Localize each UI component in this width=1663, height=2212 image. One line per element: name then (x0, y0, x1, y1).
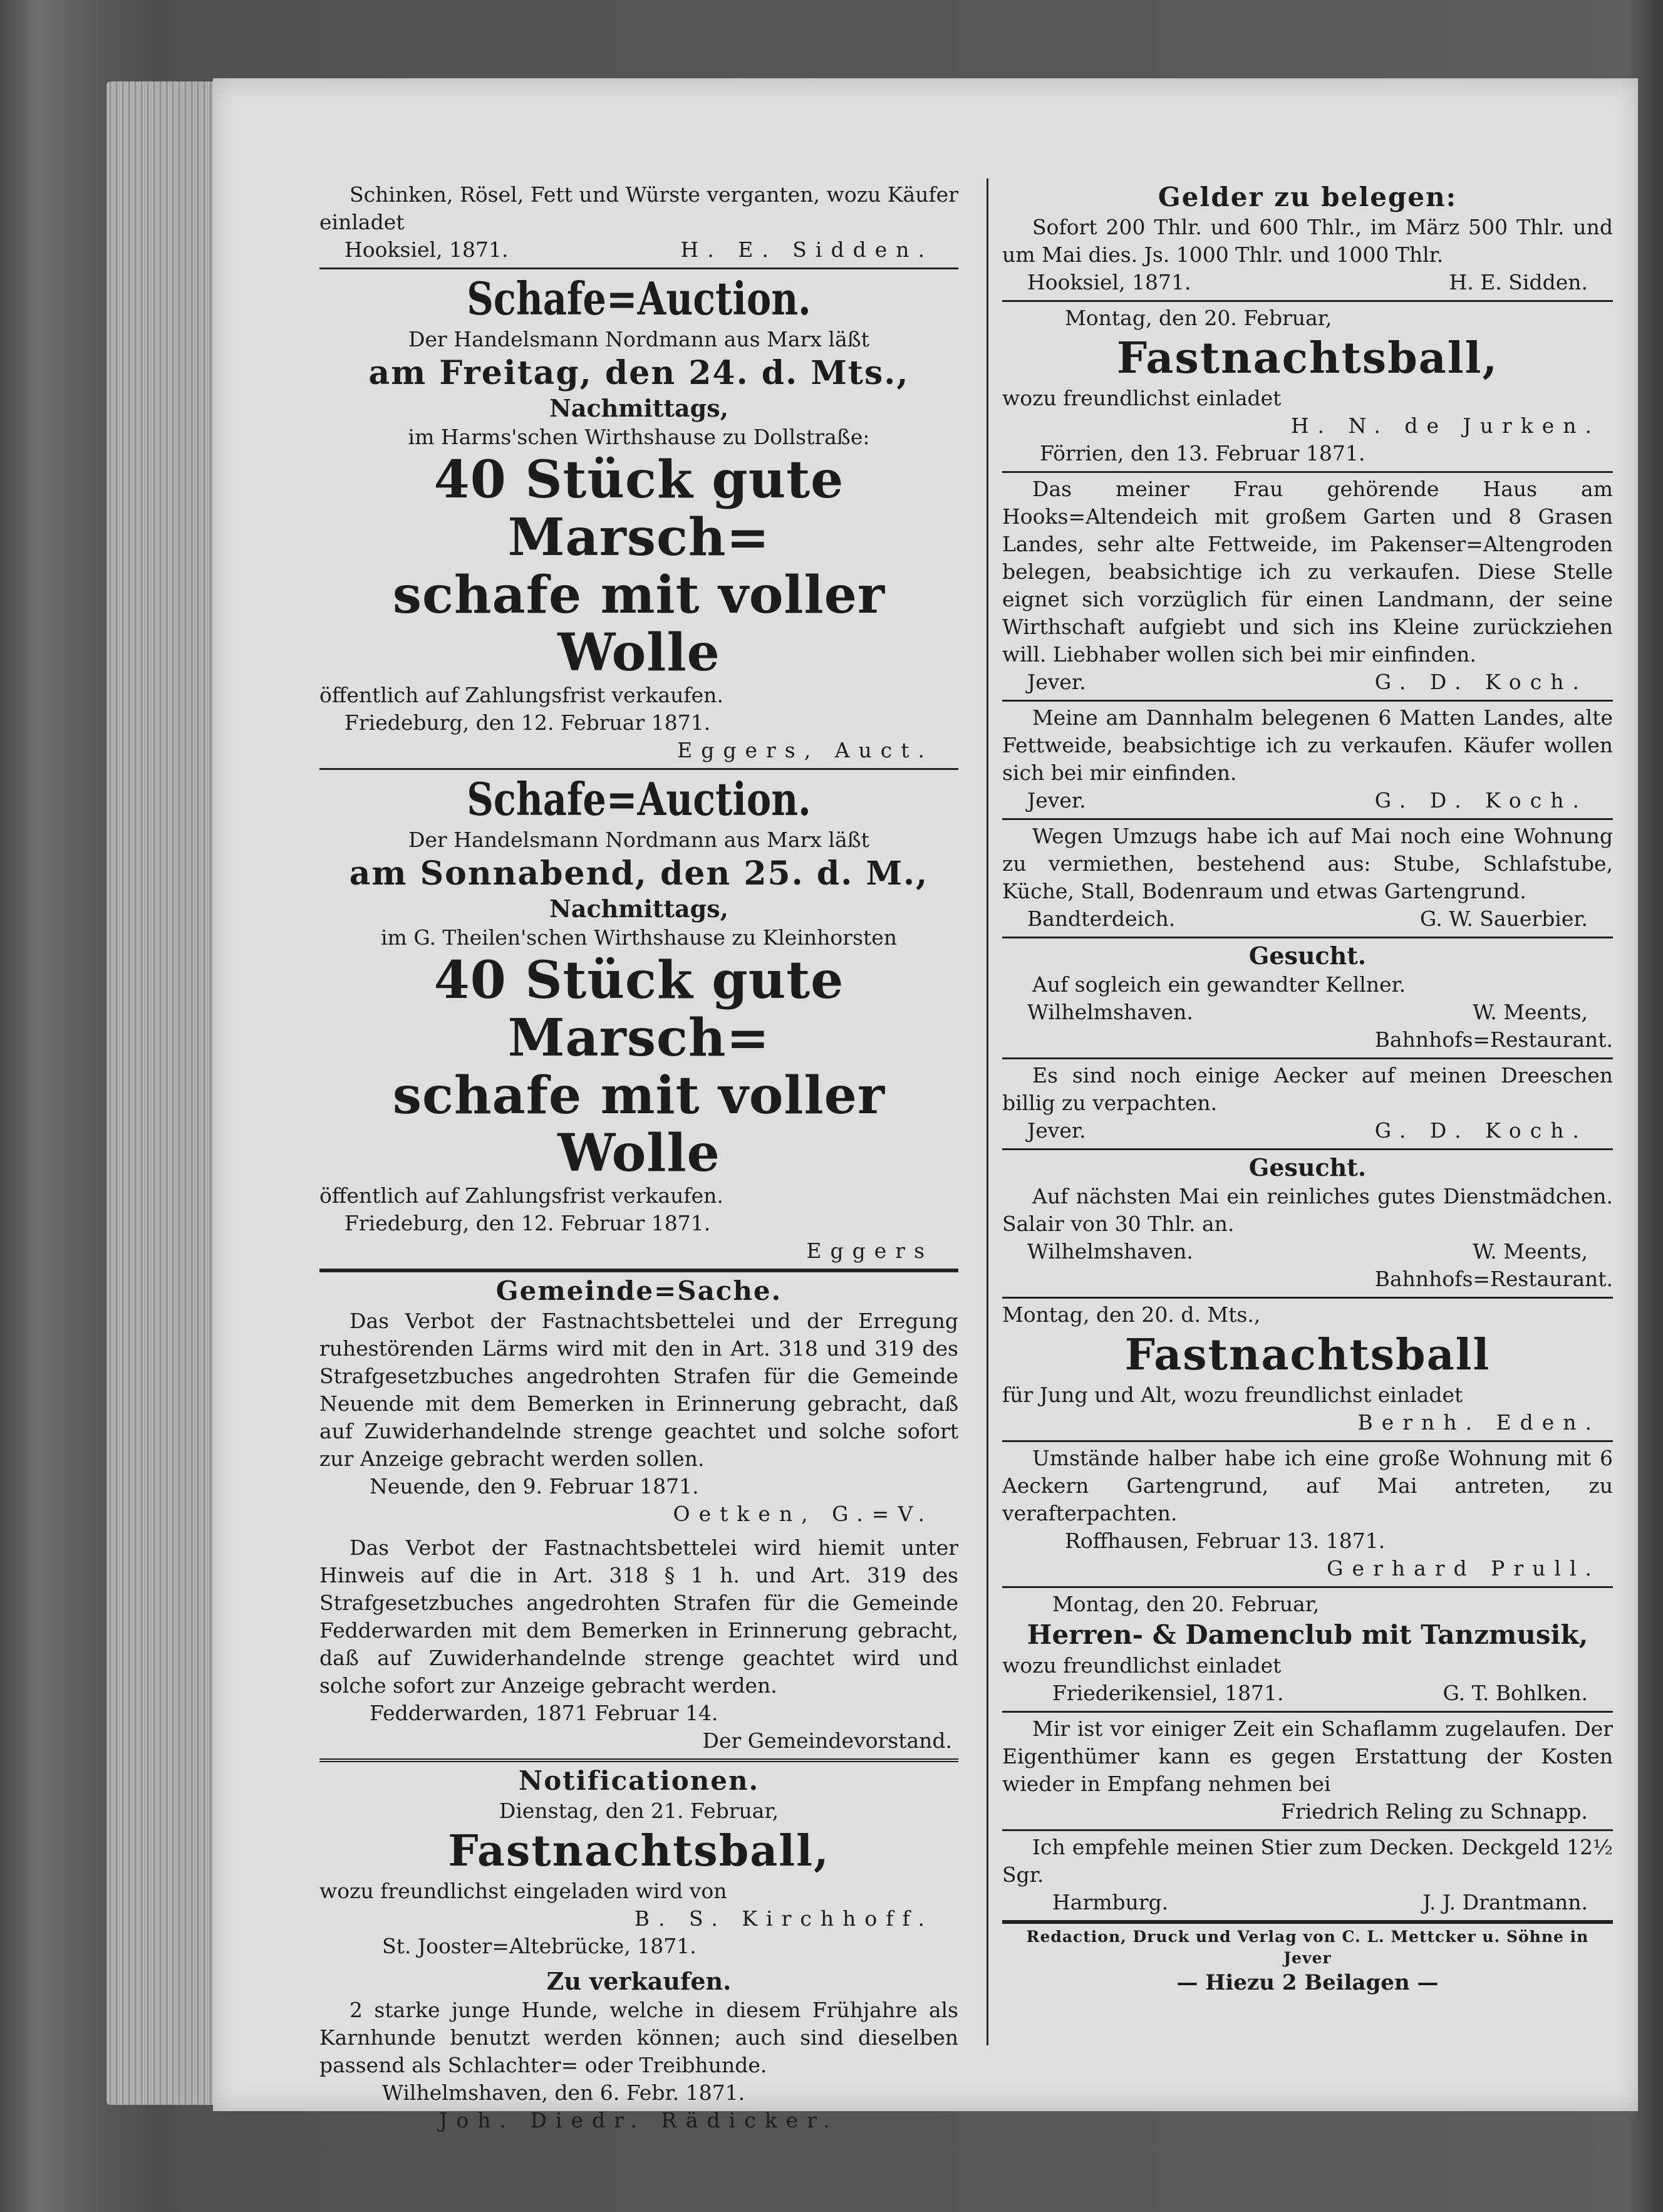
ad-schaflamm (1002, 1713, 1613, 1831)
verkaufen-text: 2 starke junge Hunde, welche in diesem Frühjahre als Karnhunde benutzt werden können; auch sind dieselben passend als Schlachter= oder Treibhunde. (319, 1998, 958, 2077)
ad-fastnachtsball-2 (1002, 1299, 1613, 1442)
aecker-place: Jever. (1027, 1118, 1086, 1143)
aecker-signature: G. D. Koch. (1374, 1118, 1588, 1143)
auction-title: Schafe=Auction. (467, 772, 811, 826)
gemeinde-text: Das Verbot der Fastnachtsbettelei und der Erregung ruhestörenden Lärms wird mit den in Art. 318 und 319 des Strafgesetzbuches angedrohten Strafen für die Gemeinde Neuende mit dem Bemerken in Erinnerung gebracht, daß auf Zuwiderhandelnde strenge geachtet und solche sofort zur Anzeige gebracht werden sollen. (319, 1309, 958, 1471)
matten-place: Jever. (1027, 788, 1086, 813)
gesucht-text: Auf nächsten Mai ein reinliches gutes Dienstmädchen. Salair von 30 Thlr. an. (1002, 1184, 1613, 1236)
gemeinde-title: Gemeinde=Sache. (495, 1275, 782, 1306)
auction-terms: öffentlich auf Zahlungsfrist verkaufen. (319, 683, 723, 707)
haus-sig-row (1002, 668, 1613, 696)
stier-signature: J. J. Drantmann. (1422, 1890, 1588, 1914)
ad-fastnachtsball-1 (1002, 302, 1613, 473)
notif-date: Dienstag, den 21. Februar, (499, 1799, 779, 1823)
ad-fedderwarden (319, 1532, 958, 1762)
notif-ball-title: Fastnachtsball, (448, 1826, 830, 1876)
club-place: Friederikensiel, 1871. (1052, 1681, 1284, 1705)
auction-signature: Eggers, Auct. (677, 738, 933, 762)
gelder-title: Gelder zu belegen: (1158, 182, 1458, 212)
wohnung-sig-row (1002, 905, 1613, 933)
ad-club (1002, 1588, 1613, 1713)
wohnung-place: Bandterdeich. (1027, 906, 1176, 931)
grosse-place: Roffhausen, Februar 13. 1871. (1065, 1529, 1386, 1553)
verkaufen-place: Wilhelmshaven, den 6. Febr. 1871. (382, 2080, 745, 2105)
ad-text: Schinken, Rösel, Fett und Würste verganten, wozu Käufer einladet (319, 182, 958, 234)
gesucht-text: Auf sogleich ein gewandter Kellner. (1032, 972, 1406, 997)
ball-date: Montag, den 20. d. Mts., (1002, 1302, 1261, 1327)
gesucht-title: Gesucht. (1248, 942, 1367, 970)
gesucht-sig-row (1002, 1238, 1613, 1265)
auction-location: im Harms'schen Wirthshause zu Dollstraße: (408, 425, 870, 449)
auction-line-1: Der Handelsmann Nordmann aus Marx läßt (408, 828, 869, 852)
gesucht-signature-2: Bahnhofs=Restaurant. (1374, 1027, 1613, 1052)
auction-place: Friedeburg, den 12. Februar 1871. (345, 1211, 711, 1235)
ad-grosse-wohnung (1002, 1442, 1613, 1588)
verkaufen-title: Zu verkaufen. (546, 1967, 732, 1995)
auction-date: am Freitag, den 24. d. Mts., (368, 354, 909, 392)
ball-title: Fastnachtsball (1124, 1330, 1491, 1380)
auction-location: im G. Theilen'schen Wirthshause zu Kleinhorsten (380, 925, 897, 950)
ad-matten (1002, 702, 1613, 820)
ad-notificationen (319, 1762, 958, 1964)
gesucht-title: Gesucht. (1248, 1153, 1367, 1181)
matten-sig-row (1002, 787, 1613, 814)
gelder-sig-row (1002, 269, 1613, 296)
ball-invite: für Jung und Alt, wozu freundlichst einladet (1002, 1383, 1463, 1407)
club-invite: wozu freundlichst einladet (1002, 1653, 1282, 1678)
schaflamm-signature: Friedrich Reling zu Schnapp. (1281, 1799, 1588, 1824)
grosse-signature: Gerhard Prull. (1327, 1556, 1600, 1581)
auction-date: am Sonnabend, den 25. d. M., (349, 854, 929, 893)
gesucht-sig-row (1002, 999, 1613, 1026)
ball-signature: H. N. de Jurken. (1290, 413, 1600, 438)
gesucht-place: Wilhelmshaven. (1027, 1239, 1193, 1264)
stier-sig-row (1002, 1889, 1613, 1916)
matten-signature: G. D. Koch. (1374, 788, 1588, 813)
ad-wohnung (1002, 820, 1613, 938)
haus-text: Das meiner Frau gehörende Haus am Hooks=Altendeich mit großem Garten und 8 Grasen Landes, sehr alte Fettweide, im Pakenser=Altengroden belegen, beabsichtige ich zu verkaufen. Diese Stelle eignet sich vorzüglich für einen Landmann, der seine Wirthschaft aufgiebt und sich ins Kleine zurückziehen will. Liebhaber wollen sich bei mir einfinden. (1002, 477, 1613, 667)
ad-sidden (319, 179, 958, 269)
wohnung-text: Wegen Umzugs habe ich auf Mai noch eine Wohnung zu vermiethen, bestehend aus: Stube, Schlafstube, Küche, Stall, Bodenraum und etwas Gartengrund. (1002, 824, 1613, 903)
gelder-signature: H. E. Sidden. (1449, 270, 1588, 294)
ad-stier (1002, 1831, 1613, 1924)
page-edges (106, 81, 225, 2105)
grosse-text: Umstände halber habe ich eine große Wohnung mit 6 Aeckern Gartengrund, auf Mai antreten, zu verafterpachten. (1002, 1446, 1613, 1525)
auction-line-1: Der Handelsmann Nordmann aus Marx läßt (408, 327, 869, 351)
column-divider (987, 179, 988, 2045)
ad-verkaufen (319, 1964, 958, 2138)
verkaufen-signature: Joh. Diedr. Rädicker. (439, 2108, 839, 2132)
club-date: Montag, den 20. Februar, (1052, 1592, 1320, 1616)
notif-signature: B. S. Kirchhoff. (634, 1906, 933, 1931)
fedderwarden-place: Fedderwarden, 1871 Februar 14. (370, 1701, 718, 1725)
ball-date: Montag, den 20. Februar, (1065, 306, 1332, 330)
right-column (1002, 179, 1613, 2000)
auction-place: Friedeburg, den 12. Februar 1871. (345, 710, 711, 735)
ball-invite: wozu freundlichst einladet (1002, 386, 1282, 410)
haus-signature: G. D. Koch. (1374, 670, 1588, 694)
gesucht-signature-2: Bahnhofs=Restaurant. (1374, 1267, 1613, 1291)
auction-terms: öffentlich auf Zahlungsfrist verkaufen. (319, 1183, 723, 1208)
ad-auction-1 (319, 269, 958, 770)
notif-place: St. Jooster=Altebrücke, 1871. (382, 1934, 697, 1958)
auction-time: Nachmittags, (549, 394, 728, 422)
gemeinde-place: Neuende, den 9. Februar 1871. (370, 1474, 699, 1498)
club-title: Herren- & Damenclub mit Tanzmusik, (1027, 1619, 1588, 1650)
fedderwarden-signature: Der Gemeindevorstand. (702, 1728, 952, 1753)
ad-gesucht-2 (1002, 1150, 1613, 1299)
gelder-text: Sofort 200 Thlr. und 600 Thlr., im März 500 Thlr. und um Mai dies. Js. 1000 Thlr. und 1000 Thlr. (1002, 215, 1613, 267)
gelder-place: Hooksiel, 1871. (1027, 270, 1191, 294)
auction-headline-2: schafe mit voller Wolle (392, 1066, 886, 1183)
ad-gemeinde (319, 1272, 958, 1532)
gesucht-signature: W. Meents, (1473, 1239, 1588, 1264)
ball-place: Förrien, den 13. Februar 1871. (1040, 441, 1365, 465)
haus-place: Jever. (1027, 670, 1086, 694)
beilagen-note: — Hiezu 2 Beilagen — (1176, 1970, 1439, 1995)
auction-time: Nachmittags, (549, 895, 728, 923)
left-column (319, 179, 958, 2138)
club-sig-row (1002, 1680, 1613, 1707)
wohnung-signature: G. W. Sauerbier. (1420, 906, 1588, 931)
auction-signature: Eggers (806, 1238, 933, 1263)
auction-headline-2: schafe mit voller Wolle (392, 565, 886, 683)
notif-title: Notificationen. (518, 1765, 760, 1796)
club-signature: G. T. Bohlken. (1443, 1681, 1588, 1705)
matten-text: Meine am Dannhalm belegenen 6 Matten Landes, alte Fettweide, beabsichtige ich zu verkaufen. Käufer wollen sich bei mir einfinden. (1002, 705, 1613, 785)
auction-headline-1: 40 Stück gute Marsch= (433, 950, 844, 1068)
fedderwarden-text: Das Verbot der Fastnachtsbettelei wird hiemit unter Hinweis auf die in Art. 318 § 1 h. und Art. 319 des Strafgesetzbuches angedrohten Strafen für die Gemeinde Fedderwarden mit dem Bemerken in Erinnerung gebracht, daß auf Zuwiderhandelnde strenge geachtet wird und solche sofort zur Anzeige gebracht werden. (319, 1535, 958, 1698)
auction-headline-1: 40 Stück gute Marsch= (433, 450, 844, 568)
ad-gesucht-1 (1002, 938, 1613, 1059)
ball-title: Fastnachtsball, (1116, 333, 1499, 383)
gemeinde-signature: Oetken, G.=V. (673, 1502, 933, 1526)
auction-title: Schafe=Auction. (467, 272, 811, 325)
imprint-line: Redaction, Druck und Verlag von C. L. Mettcker u. Söhne in Jever (1026, 1928, 1589, 1967)
gesucht-place: Wilhelmshaven. (1027, 1000, 1193, 1024)
aecker-text: Es sind noch einige Aecker auf meinen Dreeschen billig zu verpachten. (1002, 1063, 1613, 1115)
aecker-sig-row (1002, 1117, 1613, 1145)
ball-signature: Bernh. Eden. (1357, 1410, 1600, 1435)
imprint (1002, 1924, 1613, 2000)
stier-place: Harmburg. (1052, 1890, 1169, 1914)
gesucht-signature: W. Meents, (1473, 1000, 1588, 1024)
ad-aecker (1002, 1059, 1613, 1150)
ad-gelder (1002, 179, 1613, 302)
ad-haus (1002, 473, 1613, 702)
ad-signature: H. E. Sidden. (680, 237, 933, 262)
schaflamm-text: Mir ist vor einiger Zeit ein Schaflamm zugelaufen. Der Eigenthümer kann es gegen Erstattung der Kosten wieder in Empfang nehmen bei (1002, 1716, 1613, 1796)
notif-invite: wozu freundlichst eingeladen wird von (319, 1879, 727, 1903)
stier-text: Ich empfehle meinen Stier zum Decken. Deckgeld 12½ Sgr. (1002, 1835, 1613, 1887)
ad-place: Hooksiel, 1871. (345, 237, 509, 262)
ad-auction-2 (319, 770, 958, 1272)
